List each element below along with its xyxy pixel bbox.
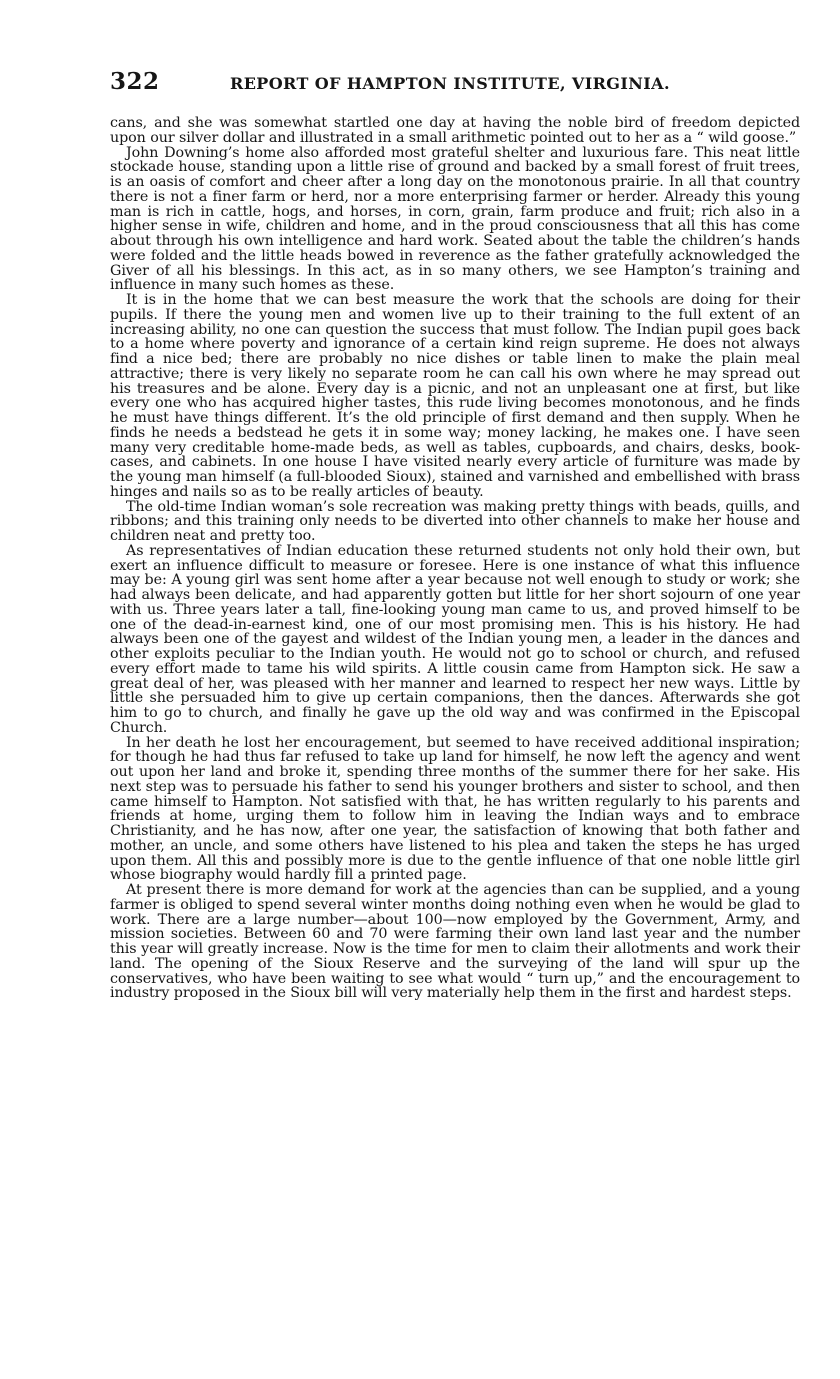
paragraph: It is in the home that we can best measure the work that the schools are doing for their pupils. If there the young men and women live up to their training to the full extent of an increasing ability, no one can question the success that must follow. The Indian pupil goes back to a home where poverty and ignorance of a certain kind reign supreme. He does not always find a nice bed; there are probably no nice dishes or table linen to make the plain meal attractive; there is very likely no separate room he can call his own where he may spread out his treasures and be alone. Every day is a picnic, and not an unpleasant one at first, but like every one who has acquired higher tastes, this rude living becomes monotonous, and he finds he must have things different. It’s the old principle of first demand and then supply. When he finds he needs a bedstead he gets it in some way; money lacking, he makes one. I have seen many very creditable home-made beds, as well as tables, cupboards, and chairs, desks, book-cases, and cabinets. In one house I have visited nearly every article of furniture was made by the young man himself (a full-blooded Sioux), stained and varnished and embellished with brass hinges and nails so as to be really articles of beauty. xyxy=(110,292,800,500)
page-header xyxy=(110,70,800,98)
body-text xyxy=(110,116,800,1001)
paragraph: The old-time Indian woman’s sole recreation was making pretty things with beads, quills, and ribbons; and this training only needs to be diverted into other channels to make her house and children neat and pretty too. xyxy=(110,498,800,544)
paragraph: At present there is more demand for work at the agencies than can be supplied, and a young farmer is obliged to spend several winter months doing nothing even when he would be glad to work. There are a large number—about 100—now employed by the Government, Army, and mission societies. Between 60 and 70 were farming their own land last year and the number this year will greatly increase. Now is the time for men to claim their allotments and work their land. The opening of the Sioux Reserve and the surveying of the land will spur up the conservatives, who have been waiting to see what would “ turn up,” and the encouragement to industry proposed in the Sioux bill will very materially help them in the first and hardest steps. xyxy=(110,882,800,1002)
paragraph: As representatives of Indian education these returned students not only hold their own, but exert an influence difficult to measure or foresee. Here is one instance of what this influence may be: A young girl was sent home after a year because not well enough to study or work; she had always been delicate, and had apparently gotten but little for her short sojourn of one year with us. Three years later a tall, fine-looking young man came to us, and proved himself to be one of the dead-in-earnest kind, one of our most promising men. This is his history. He had always been one of the gayest and wildest of the Indian young men, a leader in the dances and other exploits peculiar to the Indian youth. He would not go to school or church, and refused every effort made to tame his wild spirits. A little cousin came from Hampton sick. He saw a great deal of her, was pleased with her manner and learned to respect her new ways. Little by little she persuaded him to give up certain companions, then the dances. Afterwards she got him to go to church, and finally he gave up the old way and was confirmed in the Episcopal Church. xyxy=(110,542,800,736)
paragraph: In her death he lost her encouragement, but seemed to have received additional inspiration; for though he had thus far refused to take up land for himself, he now left the agency and went out upon her land and broke it, spending three months of the summer there for her sake. His next step was to persuade his father to send his younger brothers and sister to school, and then came himself to Hampton. Not satisfied with that, he has written regularly to his parents and friends at home, urging them to follow him in leaving the Indian ways and to embrace Christianity, and he has now, after one year, the satisfaction of knowing that both father and mother, an uncle, and some others have listened to his plea and taken the steps he has urged upon them. All this and possibly more is due to the gentle influence of that one noble little girl whose biography would hardly fill a printed page. xyxy=(110,734,800,884)
paragraph: cans, and she was somewhat startled one day at having the noble bird of freedom depicted upon our silver dollar and illustrated in a small arithmetic pointed out to her as a “ wild goose.” xyxy=(110,115,800,146)
running-title: REPORT OF HAMPTON INSTITUTE, VIRGINIA. xyxy=(230,74,670,93)
page-number: 322 xyxy=(110,68,160,95)
paragraph: John Downing’s home also afforded most grateful shelter and luxurious fare. This neat little stockade house, standing upon a little rise of ground and backed by a small forest of fruit trees, is an oasis of comfort and cheer after a long day on the monotonous prairie. In all that country there is not a finer farm or herd, nor a more enterprising farmer or herder. Already this young man is rich in cattle, hogs, and horses, in corn, grain, farm produce and fruit; rich also in a higher sense in wife, children and home, and in the proud consciousness that all this has come about through his own intelligence and hard work. Seated about the table the children’s hands were folded and the little heads bowed in reverence as the father gratefully acknowledged the Giver of all his blessings. In this act, as in so many others, we see Hampton’s training and influence in many such homes as these. xyxy=(110,144,800,294)
